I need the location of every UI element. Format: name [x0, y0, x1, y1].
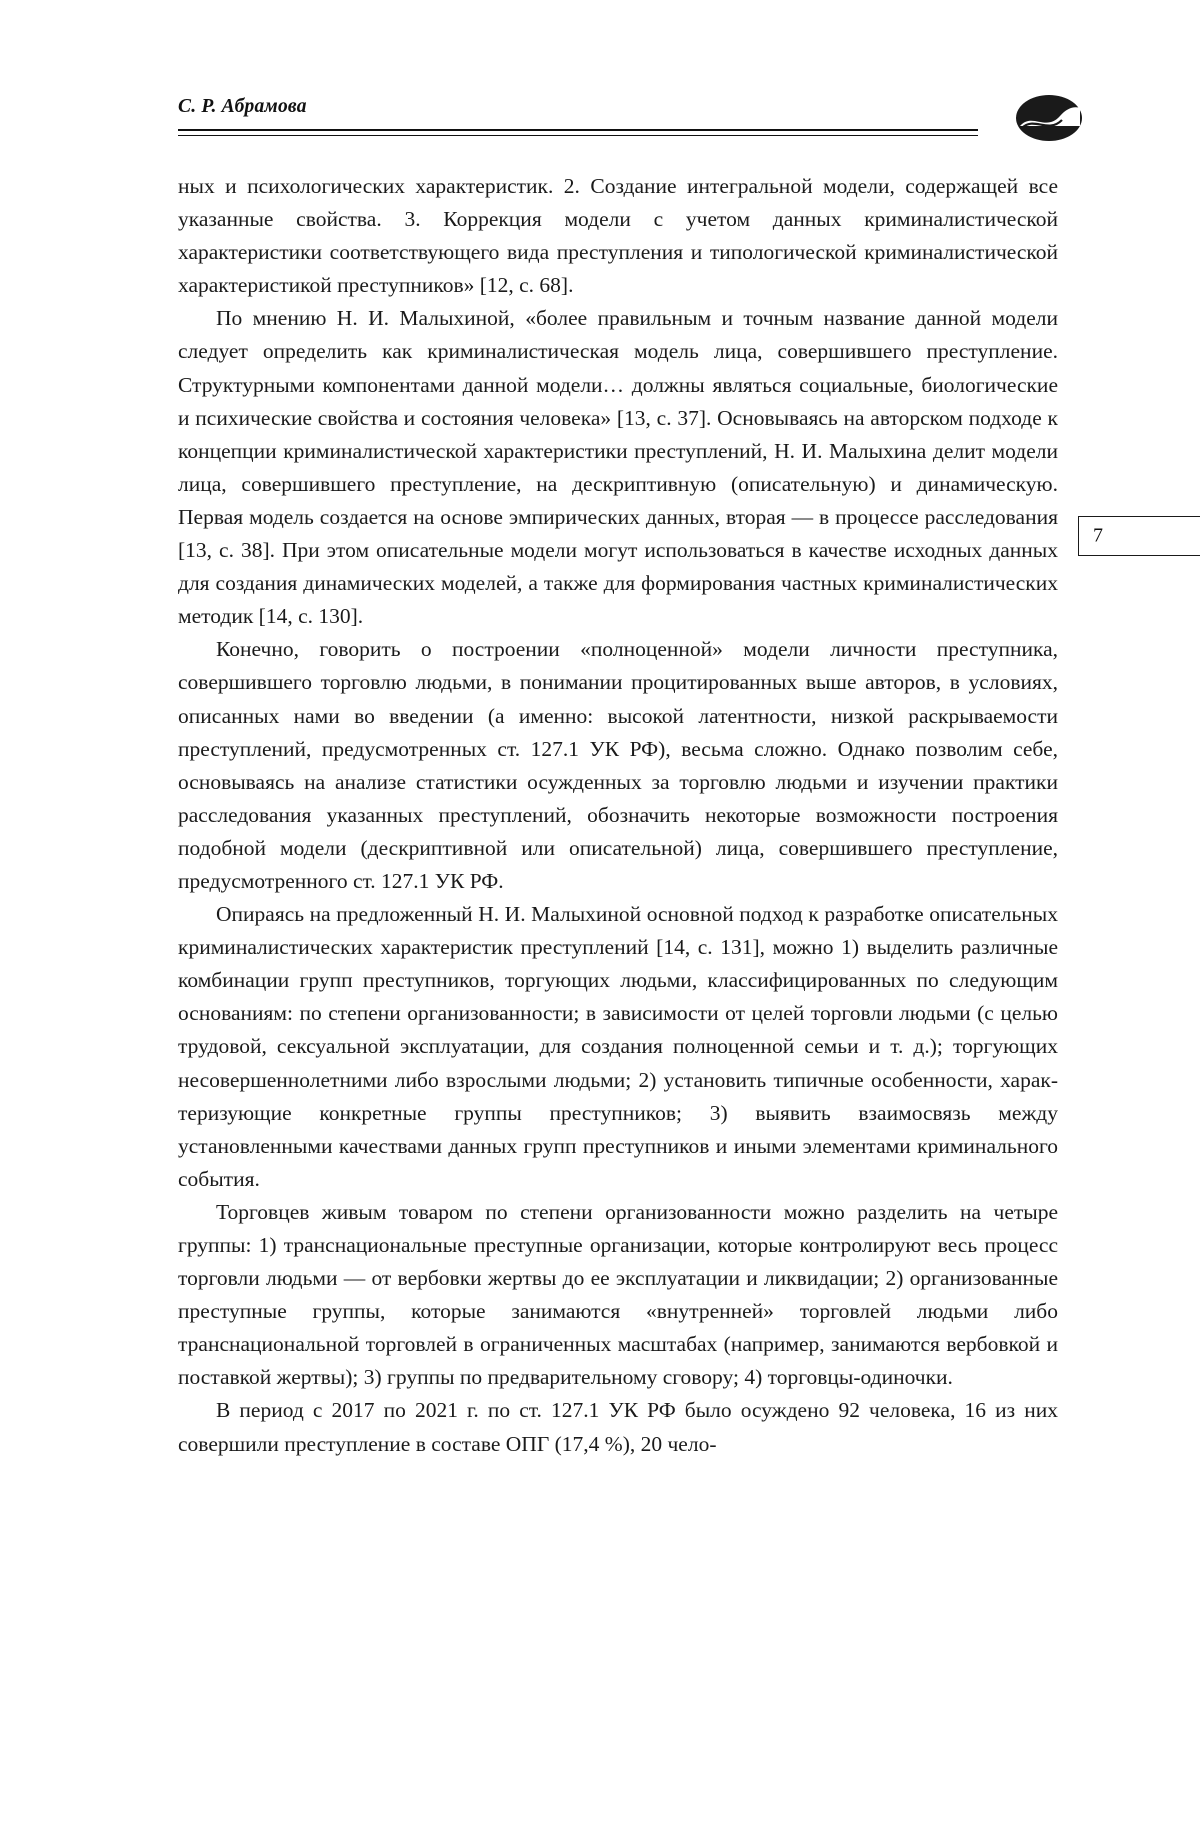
oval-wave-emblem-icon	[1014, 92, 1084, 150]
page-header	[178, 96, 1058, 158]
paragraph: По мнению Н. И. Малыхиной, «более правильным и точным название данной модели следует определить как криминалистическая модель лица, совершившего преступление. Структурными компонентами данной модели… должны являться социальные, биологические и психические свойства и состояния человека» [13, с. 37]. Основываясь на авторском подходе к концепции криминалистической характеристики преступлений, Н. И. Малыхина делит модели лица, совершившего преступление, на дескриптивную (описательную) и динамическую. Первая модель создается на основе эмпирических данных, вторая — в процессе расследования [13, с. 38]. При этом описательные модели могут использоваться в качестве исходных данных для создания динамических моделей, а также для формирования частных криминалистических методик [14, с. 130].	[178, 306, 1058, 629]
header-rule-thick	[178, 129, 978, 131]
running-title: С. Р. Абрамова	[178, 96, 307, 117]
paragraph: Опираясь на предложенный Н. И. Малыхиной основной подход к разработке описательных криминалистических характеристик преступлений [14, с. 131], можно 1) выделить различные комбинации групп преступников, торгующих людьми, классифицированных по следующим основаниям: по степени организованности; в зависимости от целей торговли людьми (с целью трудовой, сексуальной эксплуатации, для создания полноценной семьи и т. д.); торгующих несовершеннолетними либо взрослыми людьми; 2) установить типичные особенности, характеризующие конкретные группы преступников; 3) выявить взаимосвязь между установленными качествами данных групп преступников и иными элементами криминального события.	[178, 902, 1058, 1191]
header-rule-thin	[178, 135, 978, 136]
paragraph: Конечно, говорить о построении «полноценной» модели личности преступника, совершившего торговлю людьми, в понимании процитированных выше авторов, в условиях, описанных нами во введении (а именно: высокой латентности, низкой раскрываемости преступлений, предусмотренных ст. 127.1 УК РФ), весьма сложно. Однако позволим себе, основываясь на анализе статистики осужденных за торговлю людьми и изучении практики расследования указанных преступлений, обозначить некоторые возможности построения подобной модели (дескриптивной или описательной) лица, совершившего преступление, предусмотренного ст. 127.1 УК РФ.	[178, 637, 1058, 893]
paragraph: Торговцев живым товаром по степени организованности можно разделить на четыре группы: 1) транснациональные преступные организации, которые контролируют весь процесс торговли людьми — от вербовки жертвы до ее эксплуатации и ликвидации; 2) организованные преступные группы, которые занимаются «внутренней» торговлей людьми либо транснациональной торговлей в ограниченных масштабах (например, занимаются вербовкой и поставкой жертвы); 3) группы по предварительному сговору; 4) торговцы-одиночки.	[178, 1199, 1058, 1390]
body-text	[178, 170, 1058, 1461]
paragraph: В период с 2017 по 2021 г. по ст. 127.1 УК РФ было осуждено 92 человека, 16 из них совершили преступление в составе ОПГ (17,4 %), 20 чело-	[178, 1398, 1058, 1456]
paragraph: ных и психологических характеристик. 2. Создание интегральной модели, содержащей все указанные свойства. 3. Коррекция модели с учетом данных криминалистической характеристики соответствующего вида преступления и типологической криминалистической характеристикой преступников» [12, с. 68].	[178, 174, 1058, 298]
page-number-badge	[1078, 516, 1200, 556]
page-content	[178, 96, 1058, 1456]
page-number: 7	[1093, 524, 1103, 547]
